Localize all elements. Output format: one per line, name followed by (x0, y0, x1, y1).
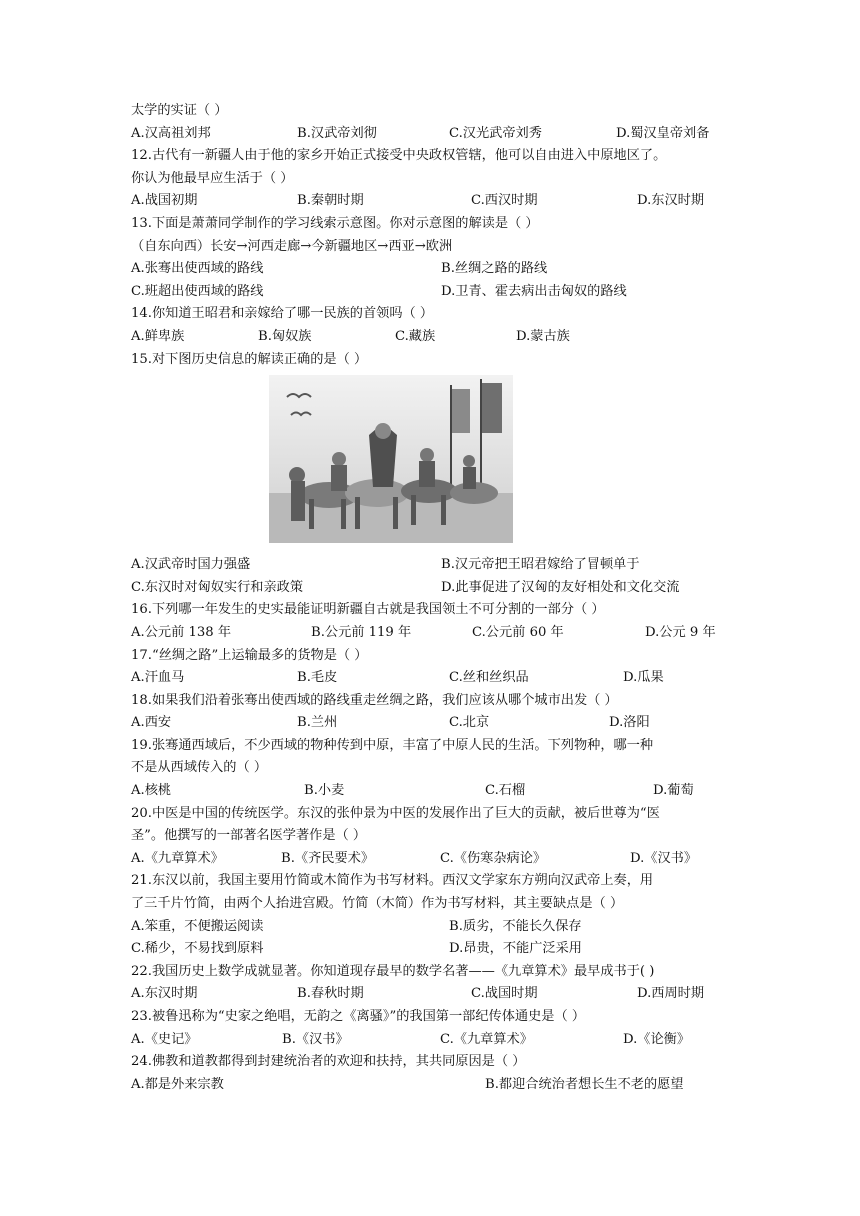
option-b[interactable]: B.匈奴族 (258, 328, 312, 344)
option-d[interactable]: D.《汉书》 (630, 850, 698, 866)
option-b[interactable]: B.小麦 (304, 783, 345, 799)
question-16-options (131, 622, 741, 645)
option-c[interactable]: C.石榴 (485, 783, 526, 799)
option-c[interactable]: C.《伤寒杂病论》 (440, 850, 547, 866)
option-b[interactable]: B.兰州 (297, 715, 338, 731)
question-24-options (131, 1074, 741, 1097)
question-13-stem: 13.下面是萧萧同学制作的学习线索示意图。你对示意图的解读是（ ） (131, 215, 539, 231)
option-c[interactable]: C.《九章算术》 (440, 1031, 533, 1047)
option-a[interactable]: A.战国初期 (131, 193, 198, 209)
question-21-stem: 21.东汉以前，我国主要用竹简或木简作为书写材料。西汉文学家东方朔向汉武帝上奏，用 (131, 873, 654, 889)
question-18-stem: 18.如果我们沿着张骞出使西域的路线重走丝绸之路，我们应该从哪个城市出发（ ） (131, 692, 618, 708)
option-d[interactable]: D.蜀汉皇帝刘备 (616, 125, 710, 141)
option-d[interactable]: D.东汉时期 (637, 193, 705, 209)
option-c[interactable]: C.藏族 (395, 328, 436, 344)
option-a[interactable]: A.西安 (131, 715, 172, 731)
zhaojun-departure-illustration-icon (269, 375, 513, 543)
question-23-stem: 23.被鲁迅称为“史家之绝唱，无韵之《离骚》”的我国第一部纪传体通史是（ ） (131, 1009, 586, 1024)
question-15-options-row2 (131, 577, 741, 600)
question-20-stem: 20.中医是中国的传统医学。东汉的张仲景为中医的发展作出了巨大的贡献，被后世尊为“医 (131, 805, 660, 821)
option-b[interactable]: B.质劣，不能长久保存 (449, 918, 582, 934)
option-d[interactable]: D.公元 9 年 (645, 624, 716, 640)
question-21-stem-cont: 了三千片竹简，由两个人抬进宫殿。竹简（木简）作为书写材料，其主要缺点是（ ） (131, 896, 624, 912)
option-d[interactable]: D.西周时期 (637, 986, 705, 1002)
question-14-options (131, 326, 741, 349)
question-12-stem-cont: 你认为他最早应生活于（ ） (131, 170, 294, 186)
option-d[interactable]: D.葡萄 (653, 783, 694, 799)
option-d[interactable]: D.蒙古族 (516, 328, 570, 344)
question-17-options (131, 667, 741, 690)
option-a[interactable]: A.张骞出使西域的路线 (131, 261, 264, 277)
option-b[interactable]: B.都迎合统治者想长生不老的愿望 (485, 1076, 684, 1092)
option-a[interactable]: A.汗血马 (131, 670, 185, 686)
option-b[interactable]: B.汉武帝刘彻 (297, 125, 377, 141)
question-21-options-row2 (131, 938, 741, 961)
question-19-stem: 19.张骞通西域后，不少西域的物种传到中原，丰富了中原人民的生活。下列物种，哪一种 (131, 737, 654, 753)
question-11-stem: 太学的实证（ ） (131, 103, 228, 118)
question-22-options (131, 983, 741, 1006)
question-23-options (131, 1029, 741, 1052)
question-16-stem: 16.下列哪一年发生的史实最能证明新疆自古就是我国领土不可分割的一部分（ ） (131, 602, 605, 618)
option-d[interactable]: D.《论衡》 (623, 1031, 691, 1047)
question-15-options-row1 (131, 554, 741, 577)
option-a[interactable]: A.笨重，不便搬运阅读 (131, 918, 264, 934)
option-a[interactable]: A.汉武帝时国力强盛 (131, 557, 251, 573)
question-13-options-row1 (131, 258, 741, 281)
option-d[interactable]: D.瓜果 (623, 670, 664, 686)
question-18-options (131, 712, 741, 735)
option-c[interactable]: C.汉光武帝刘秀 (449, 125, 542, 141)
question-15-stem: 15.对下图历史信息的解读正确的是（ ） (131, 351, 368, 367)
question-12-stem: 12.古代有一新疆人由于他的家乡开始正式接受中央政权管辖，他可以自由进入中原地区了。 (131, 148, 667, 164)
option-a[interactable]: A.核桃 (131, 783, 172, 799)
option-d[interactable]: D.昂贵，不能广泛采用 (449, 941, 582, 957)
question-22-stem: 22.我国历史上数学成就显著。你知道现存最早的数学名著——《九章算术》最早成书于( ) (131, 963, 655, 979)
option-a[interactable]: A.东汉时期 (131, 986, 198, 1002)
option-c[interactable]: C.丝和丝织品 (449, 670, 529, 686)
option-c[interactable]: C.稀少，不易找到原料 (131, 941, 264, 957)
question-19-options (131, 780, 741, 803)
option-d[interactable]: D.洛阳 (609, 715, 650, 731)
question-13-options-row2 (131, 281, 741, 304)
option-c[interactable]: C.北京 (449, 715, 490, 731)
option-c[interactable]: C.西汉时期 (471, 193, 538, 209)
question-20-stem-cont: 圣”。他撰写的一部著名医学著作是（ ） (131, 828, 367, 844)
option-d[interactable]: D.卫青、霍去病出击匈奴的路线 (441, 283, 627, 299)
option-c[interactable]: C.班超出使西域的路线 (131, 283, 264, 299)
option-a[interactable]: A.《九章算术》 (131, 850, 224, 866)
question-14-stem: 14.你知道王昭君和亲嫁给了哪一民族的首领吗（ ） (131, 306, 434, 322)
option-c[interactable]: C.战国时期 (471, 986, 538, 1002)
option-b[interactable]: B.秦朝时期 (297, 193, 364, 209)
option-b[interactable]: B.丝绸之路的路线 (441, 261, 548, 277)
question-12-options (131, 190, 741, 213)
question-24-stem: 24.佛教和道教都得到封建统治者的欢迎和扶持，其共同原因是（ ） (131, 1054, 526, 1070)
question-17-stem: 17.“丝绸之路”上运输最多的货物是（ ） (131, 647, 368, 663)
option-a[interactable]: A.公元前 138 年 (131, 624, 232, 640)
option-a[interactable]: A.《史记》 (131, 1031, 198, 1047)
option-b[interactable]: B.汉元帝把王昭君嫁给了冒顿单于 (441, 557, 640, 573)
question-13-route: （自东向西）长安→河西走廊→今新疆地区→西亚→欧洲 (131, 238, 453, 254)
question-15-figure (131, 371, 741, 554)
option-c[interactable]: C.公元前 60 年 (472, 624, 564, 640)
option-a[interactable]: A.鲜卑族 (131, 328, 185, 344)
question-list (131, 100, 741, 1096)
question-21-options-row1 (131, 916, 741, 939)
option-a[interactable]: A.汉高祖刘邦 (131, 125, 211, 141)
option-b[interactable]: B.《汉书》 (282, 1031, 349, 1047)
question-20-options (131, 848, 741, 871)
option-b[interactable]: B.《齐民要术》 (281, 850, 375, 866)
option-b[interactable]: B.公元前 119 年 (311, 624, 412, 640)
option-b[interactable]: B.毛皮 (297, 670, 338, 686)
option-c[interactable]: C.东汉时对匈奴实行和亲政策 (131, 579, 304, 595)
option-a[interactable]: A.都是外来宗教 (131, 1076, 224, 1092)
question-11-options (131, 123, 741, 146)
option-d[interactable]: D.此事促进了汉匈的友好相处和文化交流 (441, 579, 680, 595)
option-b[interactable]: B.春秋时期 (297, 986, 364, 1002)
question-19-stem-cont: 不是从西域传入的（ ） (131, 760, 268, 776)
